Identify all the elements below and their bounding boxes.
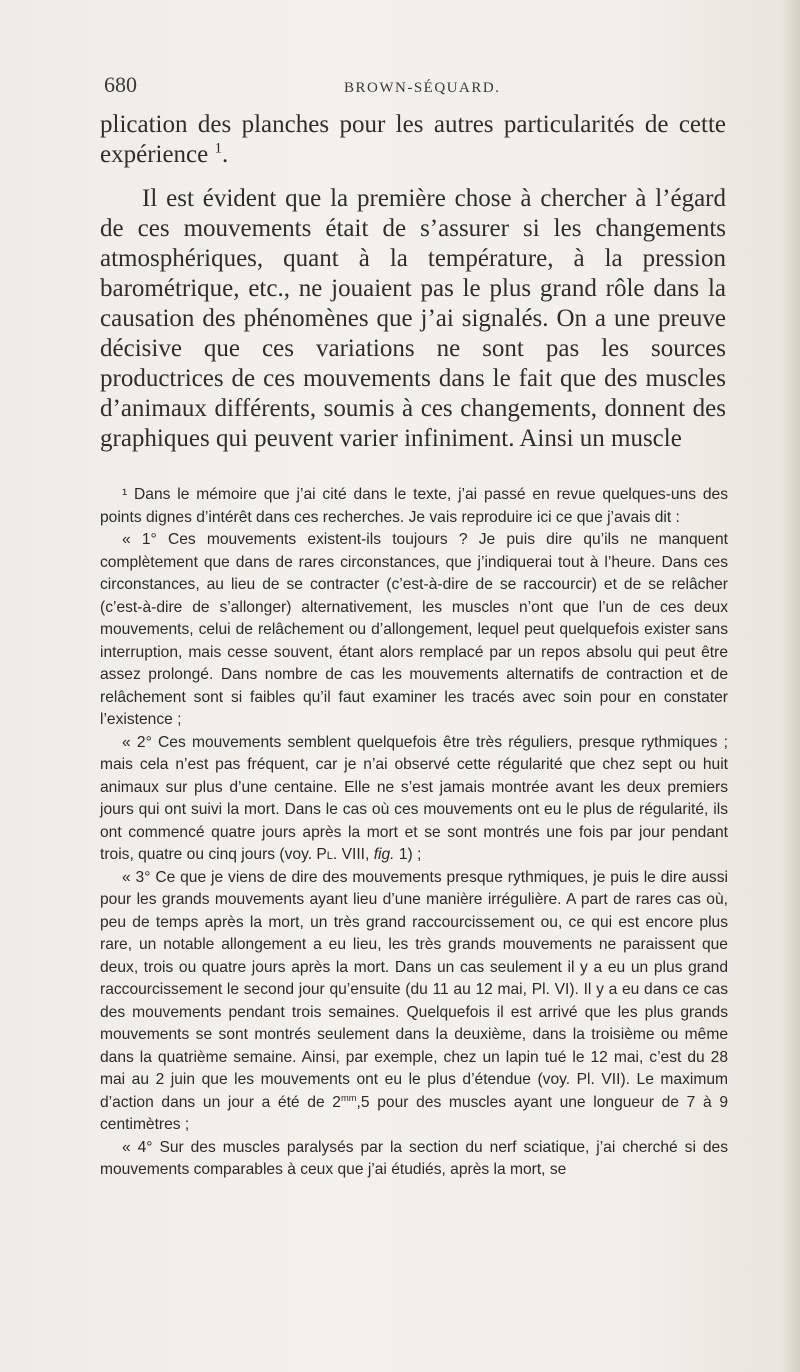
footnote-item-2-end: 1) ; — [398, 846, 422, 863]
page-number: 680 — [104, 72, 137, 97]
paragraph-2: Il est évident que la première chose à chercher à l’égard de ces mouvements était de s’assurer si les changements atmosphériques, quant à la température, à la pression barométrique, etc., ne jouaient pas le plus grand rôle dans la causation des phénomènes que j’ai signalés. On a une preuve décisive que ces variations ne sont pas les sources productrices de ces mouvements dans le fait que des muscles d’animaux différents, soumis à ces changements, donnent des graphiques qui peuvent varier infiniment. Ainsi un muscle — [100, 185, 726, 452]
footnote-item-3 — [100, 867, 728, 1137]
page-edge-shadow — [782, 0, 800, 1372]
footnote-marker: ¹ — [122, 486, 128, 503]
footnote-reference: 1 — [214, 140, 223, 157]
figure-abbrev: fig. — [373, 846, 395, 863]
running-head: BROWN-SÉQUARD. — [344, 80, 501, 96]
main-text — [100, 110, 726, 454]
footnote-intro — [100, 484, 728, 529]
footnote-item-4: « 4° Sur des muscles paralysés par la section du nerf sciatique, j’ai cherché si des mouvements comparables à ceux que j’ai étudiés, après la mort, se — [100, 1138, 728, 1178]
plate-abbrev: Pl. — [316, 846, 338, 863]
unit-superscript: mm — [340, 1092, 357, 1103]
paragraph-1 — [100, 110, 726, 170]
footnote-item-3-text: « 3° Ce que je viens de dire des mouvements presque rythmiques, je puis le dire aussi pour les grands mouvements ayant lieu d’une manière irrégulière. A part de rares cas où, peu de temps après la mort, un très grand raccourcissement ou, ce qui est encore plus rare, un notable allongement a eu lieu, les très grands mouvements ne paraissent que deux, trois ou quatre jours après la mort. Dans un cas seulement il y a eu un plus grand raccourcissement le second jour qu’ensuite (du 11 au 12 mai, Pl. VI). Il y a eu dans ce cas des mouvements pendant trois semaines. Quelquefois il est arrivé que les plus grands mouvements se sont montrés seulement dans la deuxième, dans la troisième ou même dans la quatrième semaine. Ainsi, par exemple, chez un lapin tué le 12 mai, c’est du 28 mai au 2 juin que les mouvements ont eu le plus d’étendue (voy. Pl. VII). Le maximum d’action dans un jour a été de 2 — [100, 868, 728, 1111]
page-header — [104, 72, 724, 112]
footnote-item-2 — [100, 732, 728, 867]
paragraph-1-text: plication des planches pour les autres particularités de cette expérience — [100, 111, 726, 168]
footnote-item-2-text: « 2° Ces mouvements semblent quelquefois être très réguliers, presque rythmiques ; mais cela n’est pas fréquent, car je n’ai observé cette régularité que chez sept ou huit animaux sur plus d’une centaine. Elle ne s’est jamais montrée avant les deux premiers jours qui ont suivi la mort. Dans le cas où ces mouvements ont eu le plus de régularité, ils ont commencé quatre jours après la mort et se sont montrés une fois par jour pendant trois, quatre ou cinq jours (voy. — [100, 733, 728, 863]
plate-number: VIII, — [341, 846, 370, 863]
footnote-intro-text: Dans le mémoire que j’ai cité dans le texte, j’ai passé en revue quelques-uns des points dignes d’intérêt dans ces recherches. Je vais reproduire ici ce que j’avais dit : — [100, 486, 728, 526]
paragraph-1-end: . — [222, 141, 229, 168]
footnote-item-3-end: ,5 pour des muscles ayant une longueur de 7 à 9 centimètres ; — [100, 1093, 728, 1133]
footnote-item-1: « 1° Ces mouvements existent-ils toujours ? Je puis dire qu’ils ne manquent complètement que dans de rares circonstances, que j’indiquerai tout à l’heure. Dans ces circonstances, au lieu de se contracter (c’est-à-dire de se raccourcir) et de se relâcher (c’est-à-dire de s’allonger) alternativement, les muscles n’ont que l’un de ces deux mouvements, celui de relâchement ou d’allongement, lequel peut quelquefois exister sans interruption, mais cesse souvent, étant alors remplacé par un repos absolu qui peut être assez prolongé. Dans nombre de cas les mouvements alternatifs de contraction et de relâchement sont si faibles qu’il faut examiner les tracés avec soin pour en constater l’existence ; — [100, 531, 728, 728]
footnote-block — [100, 484, 728, 1182]
